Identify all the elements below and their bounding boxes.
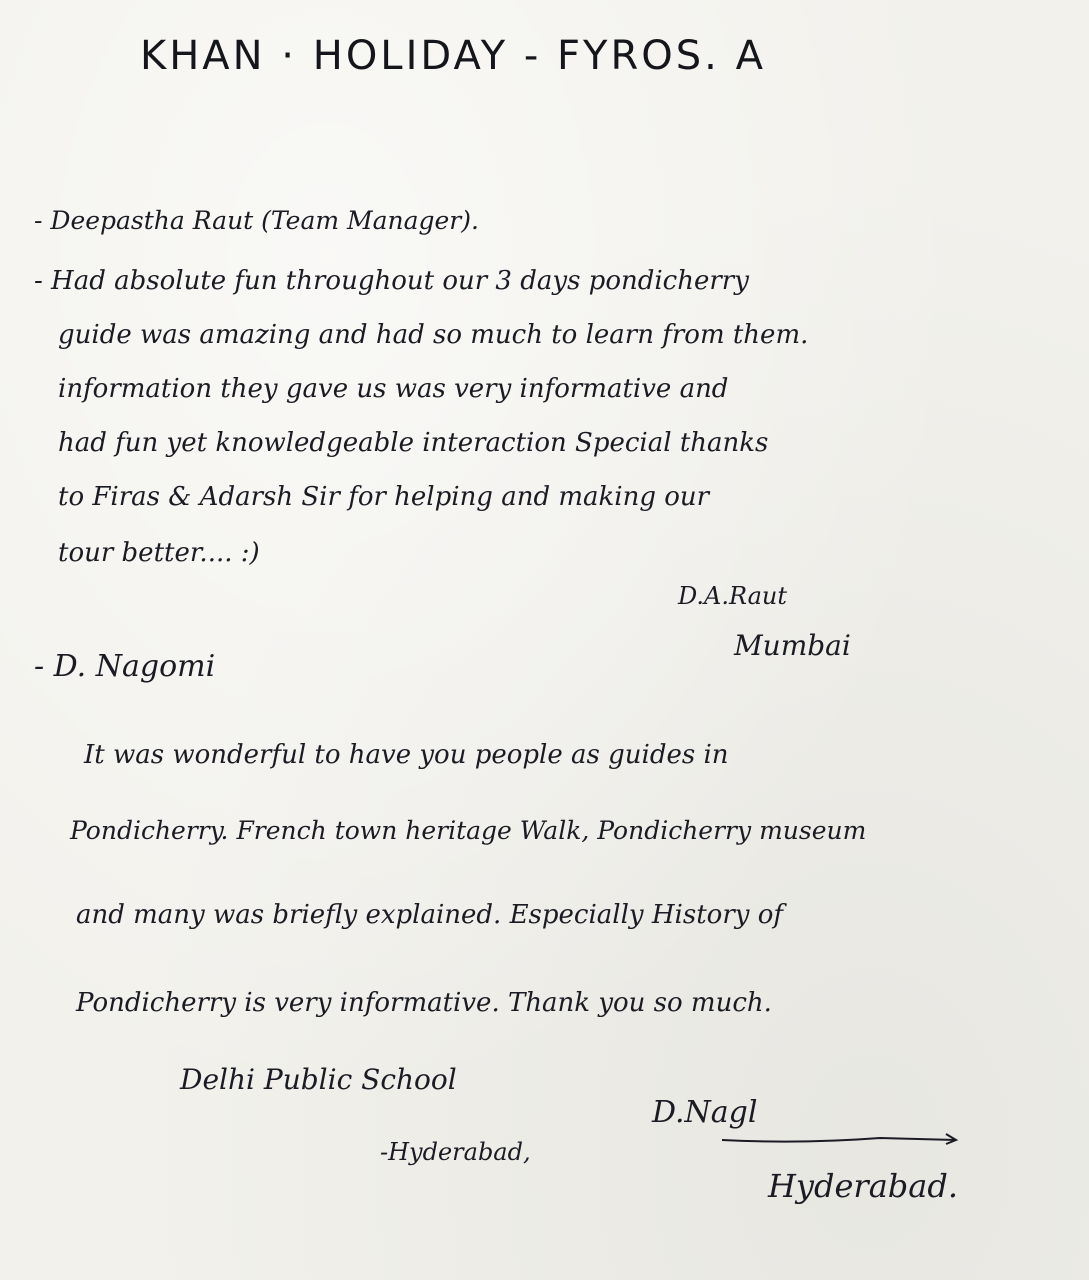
entry-1-line-1: - Had absolute fun throughout our 3 days pondicherry xyxy=(34,266,749,296)
entry-2-city: Hyderabad. xyxy=(768,1167,958,1205)
signature-underline xyxy=(720,1124,960,1154)
entry-1-signature: D.A.Raut xyxy=(678,582,788,610)
entry-2-line-3: and many was briefly explained. Especially History of xyxy=(76,900,783,930)
entry-1-line-6: tour better.... :) xyxy=(58,538,260,568)
entry-2-line-4: Pondicherry is very informative. Thank you so much. xyxy=(76,988,772,1018)
entry-2-author: - D. Nagomi xyxy=(34,649,216,684)
entry-1-author: - Deepastha Raut (Team Manager). xyxy=(34,206,479,235)
entry-1-line-4: had fun yet knowledgeable interaction Special thanks xyxy=(58,428,769,458)
entry-2-school-city: -Hyderabad, xyxy=(380,1138,531,1166)
entry-2-line-1: It was wonderful to have you people as guides in xyxy=(84,740,729,770)
entry-1-line-2: guide was amazing and had so much to learn from them. xyxy=(58,320,809,350)
entry-1-line-3: information they gave us was very informative and xyxy=(58,374,729,404)
entry-2-school: Delhi Public School xyxy=(180,1063,457,1096)
entry-2-line-2: Pondicherry. French town heritage Walk, Pondicherry museum xyxy=(70,816,867,845)
page-title: KHAN · HOLIDAY - FYROS. A xyxy=(140,33,766,79)
entry-1-city: Mumbai xyxy=(734,629,851,662)
entry-1-line-5: to Firas & Adarsh Sir for helping and making our xyxy=(58,482,710,512)
entry-2-signature: D.Nagl xyxy=(652,1095,758,1130)
